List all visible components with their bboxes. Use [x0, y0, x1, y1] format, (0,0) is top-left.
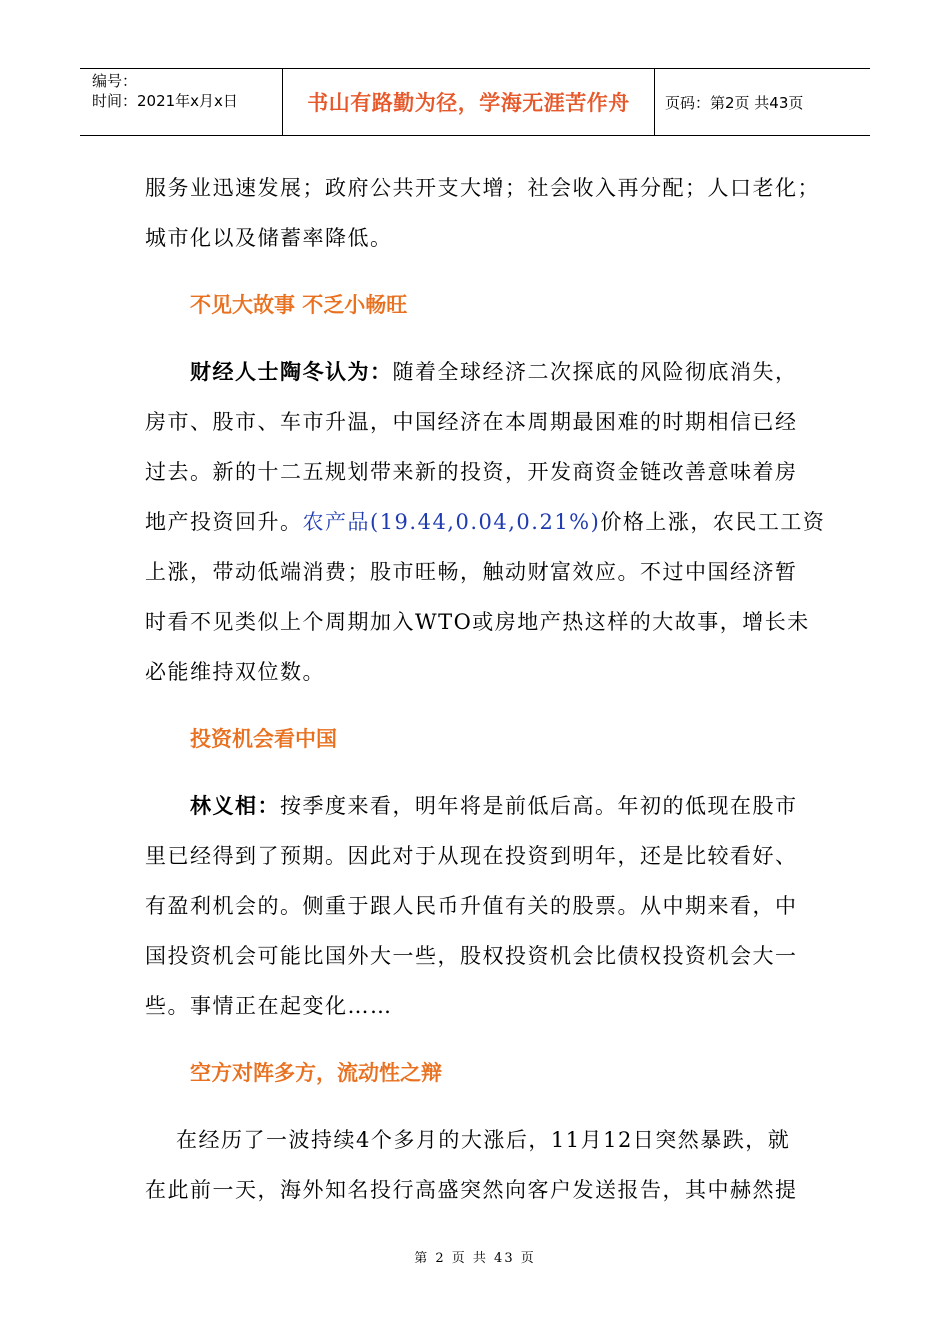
body-line	[145, 506, 825, 536]
body-text: 按季度来看，明年将是前低后高。年初的低现在股市	[280, 794, 798, 818]
body-line: 在此前一天，海外知名投行高盛突然向客户发送报告，其中赫然提	[145, 1178, 798, 1202]
stock-link[interactable]: 农产品	[302, 510, 370, 534]
body-text: 随着全球经济二次探底的风险彻底消失，	[392, 360, 798, 384]
header-meta	[80, 69, 283, 135]
page-header	[80, 68, 870, 136]
section-heading: 空方对阵多方，流动性之辩	[190, 1061, 442, 1085]
body-text: 价格上涨，农民工工资	[600, 510, 826, 534]
speaker-name: 财经人士陶冬认为：	[190, 360, 393, 384]
section-heading: 不见大故事 不乏小畅旺	[190, 293, 408, 317]
body-line: 城市化以及储蓄率降低。	[145, 226, 393, 250]
speaker-name: 林义相：	[190, 794, 280, 818]
document-number-label: 编号：	[92, 72, 138, 90]
body-line	[190, 356, 798, 386]
body-line: 些。事情正在起变化……	[145, 994, 393, 1018]
body-line: 在经历了一波持续4个多月的大涨后，11月12日突然暴跌，就	[176, 1128, 791, 1152]
body-line: 过去。新的十二五规划带来新的投资，开发商资金链改善意味着房	[145, 460, 798, 484]
body-text: 地产投资回升。	[145, 510, 303, 534]
header-motto: 书山有路勤为径，学海无涯苦作舟	[307, 91, 630, 115]
body-line: 服务业迅速发展；政府公共开支大增；社会收入再分配；人口老化；	[145, 176, 820, 200]
body-line: 国投资机会可能比国外大一些，股权投资机会比债权投资机会大一	[145, 944, 798, 968]
body-line: 里已经得到了预期。因此对于从现在投资到明年，还是比较看好、	[145, 844, 798, 868]
header-page-info: 页码：第2页 共43页	[665, 93, 804, 112]
body-line: 房市、股市、车市升温，中国经济在本周期最困难的时期相信已经	[145, 410, 798, 434]
body-line	[190, 790, 798, 820]
body-line: 必能维持双位数。	[145, 660, 325, 684]
section-heading: 投资机会看中国	[190, 727, 337, 751]
body-line: 上涨，带动低端消费；股市旺畅，触动财富效应。不过中国经济暂	[145, 560, 798, 584]
body-line: 有盈利机会的。侧重于跟人民币升值有关的股票。从中期来看，中	[145, 894, 798, 918]
header-motto-cell	[283, 69, 655, 135]
stock-quote: (19.44,0.04,0.21%)	[370, 510, 601, 534]
body-line: 时看不见类似上个周期加入WTO或房地产热这样的大故事，增长未	[145, 610, 810, 634]
page-footer: 第 2 页 共 43 页	[414, 1251, 536, 1266]
document-date-label: 时间：2021年x月x日	[92, 92, 238, 110]
